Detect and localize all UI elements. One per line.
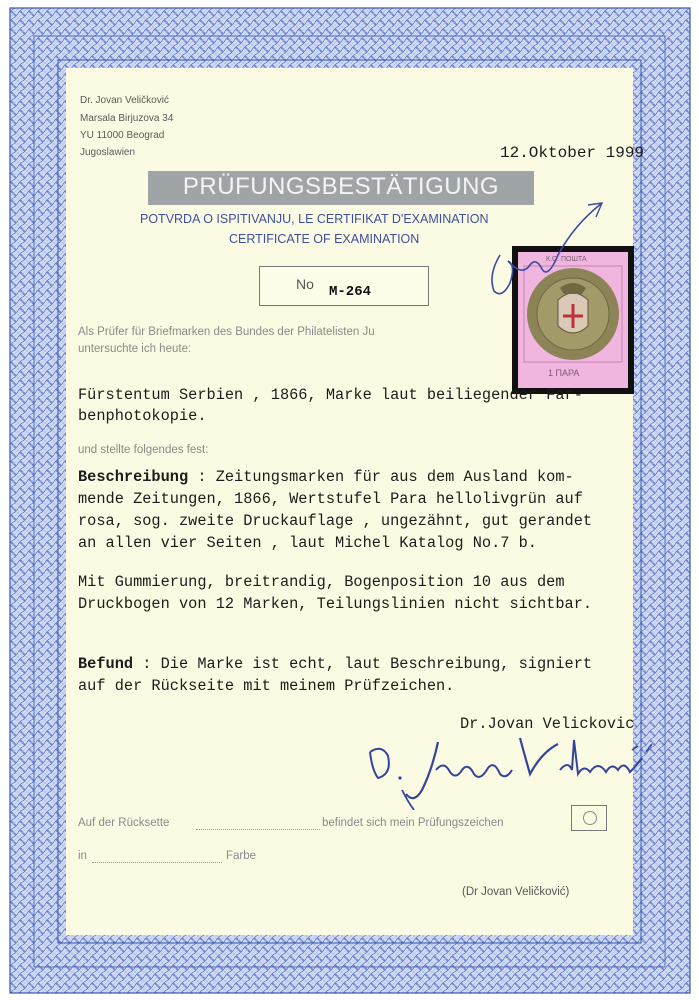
issuer-city: YU 11000 Beograd [80,130,165,141]
intro-line-1: Als Prüfer für Briefmarken des Bundes der Philatelisten Ju [78,326,375,338]
number-label: No [296,276,314,292]
description-text-1: : Zeitungsmarken für aus dem Ausland kom- [188,468,574,486]
subtitle-serbian-french: POTVRDA O ISPITIVANJU, LE CERTIFIKAT D'EXAMINATION [140,212,489,226]
in-label: in [78,850,87,862]
description-label: Beschreibung [78,468,189,486]
certificate-date: 12.Oktober 1999 [500,144,645,162]
subtitle-english: CERTIFICATE OF EXAMINATION [229,232,420,246]
subject-line-1: Fürstentum Serbien , 1866, Marke laut beiliegender Far- [78,386,583,404]
findings-intro: und stellte folgendes fest: [78,444,209,456]
gum-line-2: Druckbogen von 12 Marken, Teilungslinien nicht sichtbar. [78,595,593,613]
intro-line-2: untersuchte ich heute: [78,343,192,355]
color-label: Farbe [226,850,257,862]
result-line-2: auf der Rückseite mit meinem Prüfzeichen. [78,677,455,695]
certificate-number: M-264 [329,284,372,300]
subject-line-2: benphotokopie. [78,407,207,425]
gum-line-1: Mit Gummierung, breitrandig, Bogenposition 10 aus dem [78,573,565,591]
certificate-title: PRÜFUNGSBESTÄTIGUNG [182,173,500,200]
description-line-2: mende Zeitungen, 1866, Wertstufel Para hellolivgrün auf [78,490,583,508]
issuer-name: Dr. Jovan Veličković [80,95,169,106]
issuer-country: Jugoslawien [80,147,136,158]
stamp-value-text: 1 ПАРА [548,368,580,378]
initials-signature [478,195,608,315]
description-line-3: rosa, sog. zweite Druckauflage , ungezähnt, gut gerandet [78,512,593,530]
mark-label: befindet sich mein Prüfungszeichen [322,817,504,829]
description-line-1 [78,468,574,486]
description-line-4: an allen vier Seiten , laut Michel Katalog No.7 b. [78,534,537,552]
examiner-mark-icon [583,811,597,825]
examiner-mark-box [571,805,607,831]
signer-typed-name: Dr.Jovan Velickovic [460,715,635,733]
result-text-1: : Die Marke ist echt, laut Beschreibung, signiert [133,655,593,673]
issuer-street: Marsala Birjuzova 34 [80,113,174,124]
signer-print-name: (Dr Jovan Veličković) [462,886,570,898]
back-label: Auf der Rücksette [78,817,170,829]
result-line-1 [78,655,592,673]
stamp-top-text: К.С. ПОШТА [546,256,587,263]
location-fill-line [92,861,222,863]
back-fill-line [196,828,320,830]
handwritten-signature [362,730,662,810]
result-label: Befund [78,655,134,673]
